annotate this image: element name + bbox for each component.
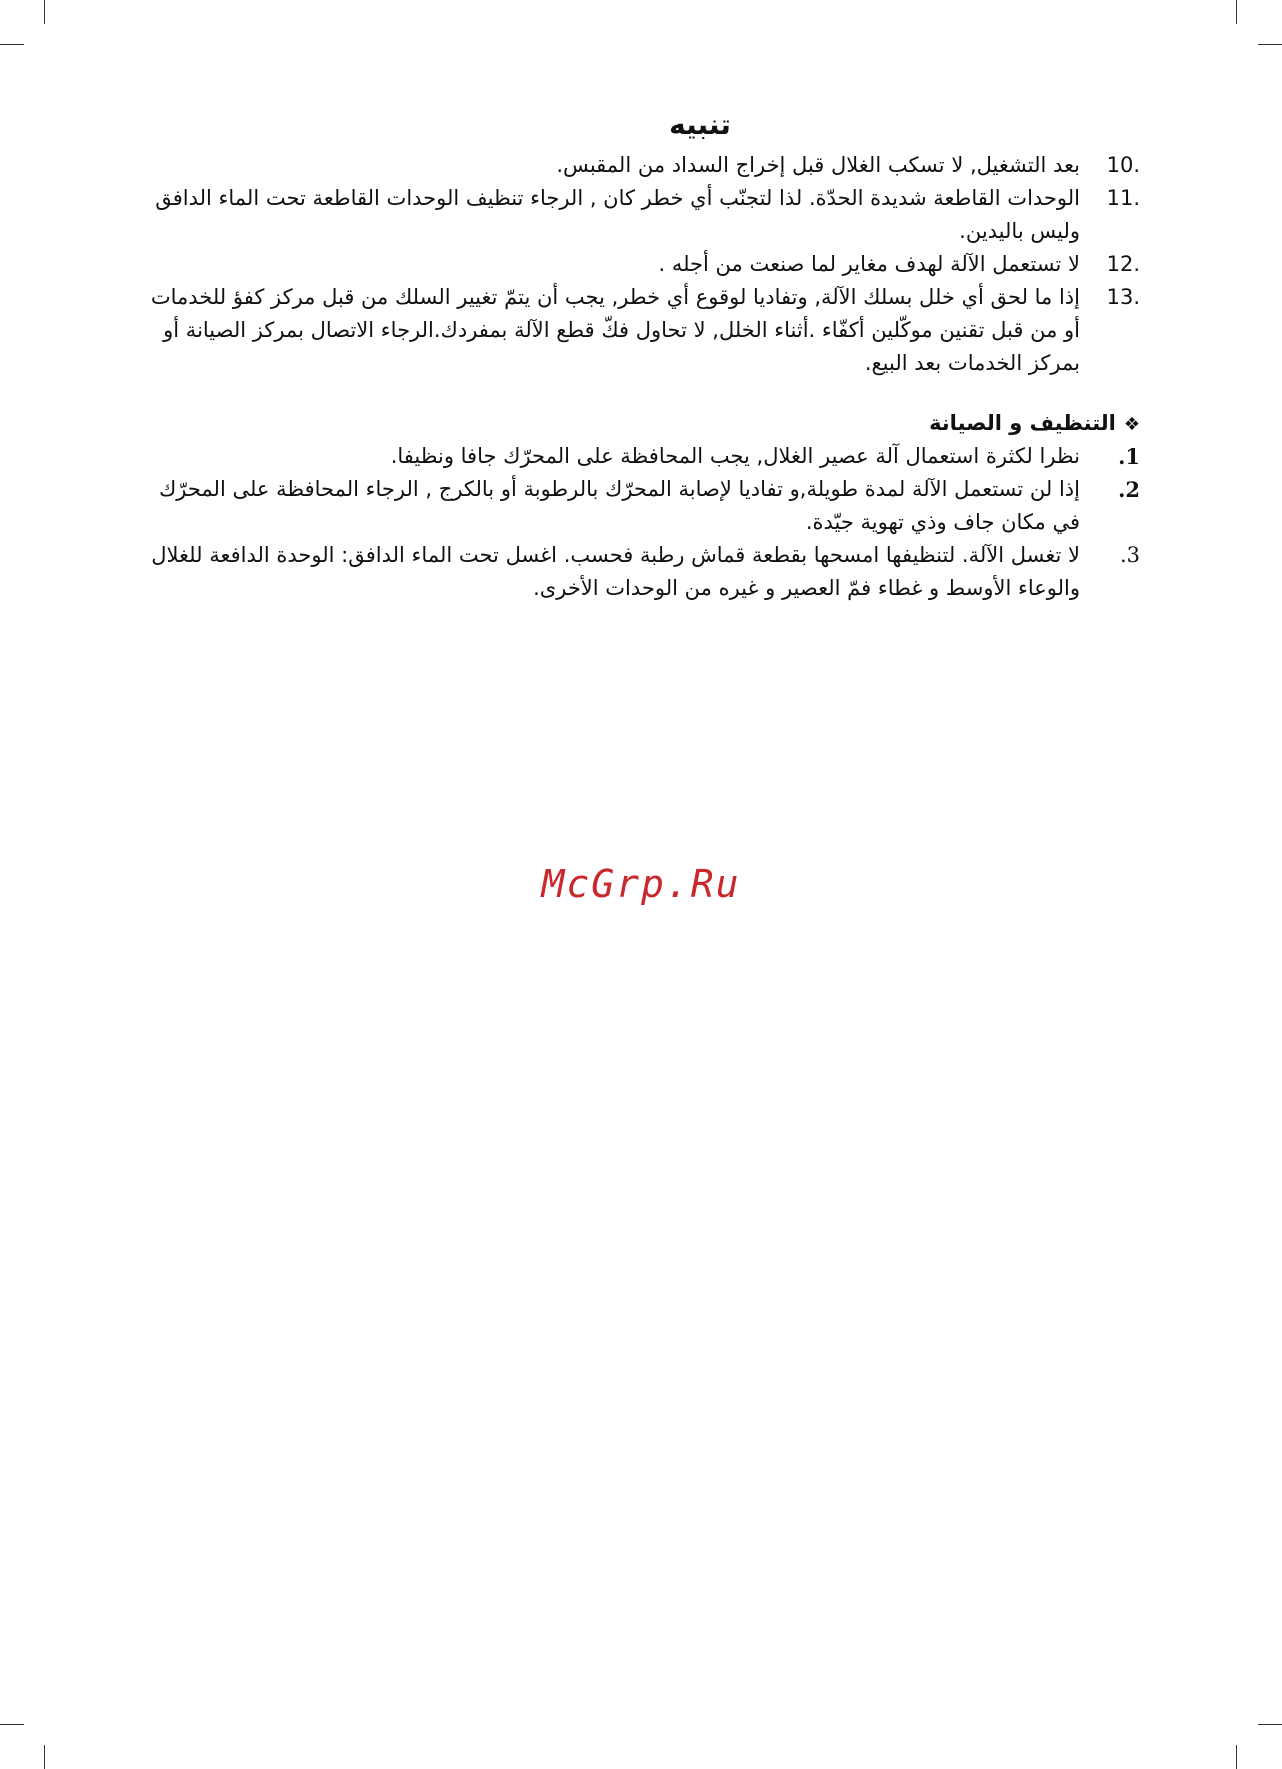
list-item <box>140 182 1140 248</box>
item-number: 10. <box>1106 153 1140 177</box>
cleaning-list <box>140 440 1140 605</box>
item-text: نظرا لكثرة استعمال آلة عصير الغلال, يجب المحافظة على المحرّك جافا ونظيفا. <box>390 444 1080 468</box>
crop-mark <box>1236 1745 1237 1769</box>
item-text: لا تستعمل الآلة لهدف مغاير لما صنعت من أجله . <box>658 252 1080 276</box>
item-text: إذا لن تستعمل الآلة لمدة طويلة,و تفاديا لإصابة المحرّك بالرطوبة أو بالكرج , الرجاء المحافظة على المحرّك في مكان جاف وذي تهوية جيّدة. <box>158 477 1080 534</box>
caution-list <box>140 149 1140 380</box>
crop-mark <box>1258 44 1282 45</box>
item-number: 11. <box>1106 186 1140 210</box>
cleaning-heading <box>140 408 1140 440</box>
list-item <box>140 248 1140 281</box>
watermark: McGrp.Ru <box>541 862 741 906</box>
crop-mark <box>1258 1724 1282 1725</box>
crop-mark <box>0 1724 24 1725</box>
list-item <box>140 149 1140 182</box>
list-item <box>140 539 1140 605</box>
crop-mark <box>1236 0 1237 24</box>
item-number: .1 <box>1118 444 1140 469</box>
item-number: 13. <box>1106 285 1140 309</box>
crop-mark <box>44 0 45 24</box>
item-number: .3 <box>1119 543 1140 567</box>
item-number: .2 <box>1118 477 1140 502</box>
item-number: 12. <box>1106 252 1140 276</box>
list-item <box>140 440 1140 473</box>
list-item <box>140 473 1140 539</box>
diamond-bullet-icon: ❖ <box>1123 414 1140 435</box>
document-body <box>140 108 1140 605</box>
item-text: الوحدات القاطعة شديدة الحدّة. لذا لتجنّب أي خطر كان , الرجاء تنظيف الوحدات القاطعة تحت الماء الدافق وليس باليدين. <box>155 186 1080 243</box>
cleaning-title: التنظيف و الصيانة <box>929 411 1116 435</box>
list-item <box>140 281 1140 380</box>
caution-title: تنبيه <box>669 108 731 141</box>
item-text: لا تغسل الآلة. لتنظيفها امسحها بقطعة قماش رطبة فحسب. اغسل تحت الماء الدافق: الوحدة الدافعة للغلال والوعاء الأوسط و غطاء فمّ العصير و غيره من الوحدات الأخرى. <box>151 543 1080 600</box>
crop-mark <box>0 44 24 45</box>
item-text: بعد التشغيل, لا تسكب الغلال قبل إخراج السداد من المقبس. <box>556 153 1080 177</box>
item-text: إذا ما لحق أي خلل بسلك الآلة, وتفاديا لوقوع أي خطر, يجب أن يتمّ تغيير السلك من قبل مركز كفؤ للخدمات أو من قبل تقنين موكّلين أكفّاء .أثناء الخلل, لا تحاول فكّ قطع الآلة بمفردك.الرجاء الاتصال بمركز الصيانة أو بمركز الخدمات بعد البيع. <box>150 285 1080 375</box>
crop-mark <box>44 1745 45 1769</box>
